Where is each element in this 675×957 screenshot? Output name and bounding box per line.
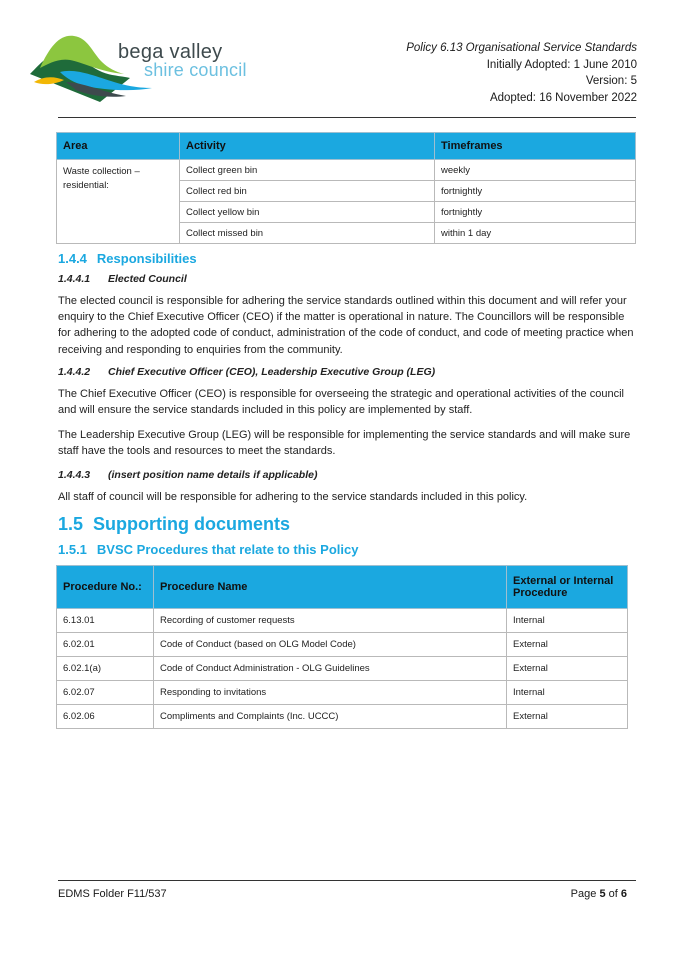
heading-text: BVSC Procedures that relate to this Policy [96, 542, 359, 557]
adopted-date: Adopted: 16 November 2022 [489, 91, 637, 104]
table-cell-procedure-name: Code of Conduct (based on OLG Model Code) [154, 633, 507, 657]
page-of: of [608, 888, 618, 900]
initially-adopted: Initially Adopted: 1 June 2010 [486, 58, 637, 71]
heading-bvsc-procedures [58, 542, 358, 557]
table-cell-procedure-type: Internal [507, 609, 628, 633]
table-row [57, 705, 628, 729]
heading-number: 1.4.4.1 [58, 273, 91, 285]
table-header-cell: Activity [180, 133, 435, 160]
table-cell-procedure-no: 6.02.06 [57, 705, 154, 729]
table-header-cell: Timeframes [435, 133, 636, 160]
table-cell-procedure-no: 6.02.1(a) [57, 657, 154, 681]
page-current: 5 [599, 888, 606, 900]
table-header-cell: Area [57, 133, 180, 160]
page-prefix: Page [570, 888, 597, 900]
table-row [57, 681, 628, 705]
table-cell-procedure-name: Compliments and Complaints (Inc. UCCC) [154, 705, 507, 729]
table-row [57, 633, 628, 657]
page-number [571, 888, 627, 900]
heading-supporting-documents [58, 514, 290, 535]
table-cell-timeframe: weekly [435, 160, 636, 181]
version: Version: 5 [585, 75, 637, 87]
table-header-row [57, 133, 636, 160]
table-cell-activity: Collect red bin [180, 181, 435, 202]
procedures-table [56, 565, 628, 729]
heading-position-name [58, 469, 317, 481]
table-cell-activity: Collect yellow bin [180, 202, 435, 223]
table-cell-procedure-no: 6.13.01 [57, 609, 154, 633]
heading-text: Responsibilities [96, 251, 197, 266]
table-header-cell: External or Internal Procedure [507, 566, 628, 609]
heading-elected-council [58, 273, 187, 285]
heading-number: 1.4.4 [58, 251, 87, 266]
document-header-info [406, 40, 637, 106]
heading-text: Elected Council [108, 273, 187, 285]
table-cell-timeframe: fortnightly [435, 181, 636, 202]
heading-number: 1.4.4.3 [58, 469, 91, 481]
table-cell-activity: Collect missed bin [180, 223, 435, 244]
table-cell-procedure-name: Recording of customer requests [154, 609, 507, 633]
paragraph-ceo: The Chief Executive Officer (CEO) is responsible for overseeing the strategic and operational activities of the council and will ensure the service standards included in this policy are implemented by staff. [58, 388, 624, 417]
heading-ceo-leg [58, 366, 435, 378]
paragraph-elected-council: The elected council is responsible for adhering the service standards outlined within this document and will refer your enquiry to the Chief Executive Officer (CEO) if the matter is operational in nature. The Councillors will be responsible for adhering to the adopted code of conduct, administration of the code of conduct, and code of meeting practice when receiving and responding to enquiries from the community. [58, 295, 634, 356]
table-cell-area: Waste collection – residential: [57, 160, 180, 244]
table-cell-procedure-type: External [507, 657, 628, 681]
table-cell-procedure-name: Code of Conduct Administration - OLG Guidelines [154, 657, 507, 681]
heading-number: 1.5.1 [58, 542, 87, 557]
table-cell-activity: Collect green bin [180, 160, 435, 181]
heading-number: 1.4.4.2 [58, 366, 91, 378]
table-header-cell: Procedure Name [154, 566, 507, 609]
paragraph-leg: The Leadership Executive Group (LEG) will be responsible for implementing the service standards and will make sure staff have the tools and resources to meet the standards. [58, 429, 631, 458]
table-row [57, 657, 628, 681]
table-header-cell: Procedure No.: [57, 566, 154, 609]
table-row [57, 160, 636, 181]
heading-number: 1.5 [58, 514, 84, 534]
table-cell-procedure-name: Responding to invitations [154, 681, 507, 705]
table-header-row [57, 566, 628, 609]
edms-folder: EDMS Folder F11/537 [58, 888, 167, 900]
heading-text: Supporting documents [93, 514, 291, 534]
policy-title: Policy 6.13 Organisational Service Standards [406, 42, 637, 54]
header-divider [58, 117, 636, 118]
table-cell-procedure-type: Internal [507, 681, 628, 705]
table-cell-procedure-no: 6.02.01 [57, 633, 154, 657]
waste-collection-table [56, 132, 636, 244]
logo-text-bega-valley: bega valley [118, 41, 223, 63]
page-total: 6 [620, 888, 627, 900]
footer-divider [58, 880, 636, 881]
heading-responsibilities [58, 251, 197, 266]
table-cell-timeframe: within 1 day [435, 223, 636, 244]
heading-text: Chief Executive Officer (CEO), Leadership Executive Group (LEG) [108, 366, 436, 378]
paragraph-all-staff: All staff of council will be responsible for adhering to the service standards included in this policy. [58, 491, 528, 503]
table-cell-procedure-type: External [507, 633, 628, 657]
logo-text-shire-council: shire council [144, 60, 247, 80]
table-cell-procedure-no: 6.02.07 [57, 681, 154, 705]
heading-text: (insert position name details if applicable) [108, 469, 318, 481]
table-cell-procedure-type: External [507, 705, 628, 729]
table-cell-timeframe: fortnightly [435, 202, 636, 223]
table-row [57, 609, 628, 633]
